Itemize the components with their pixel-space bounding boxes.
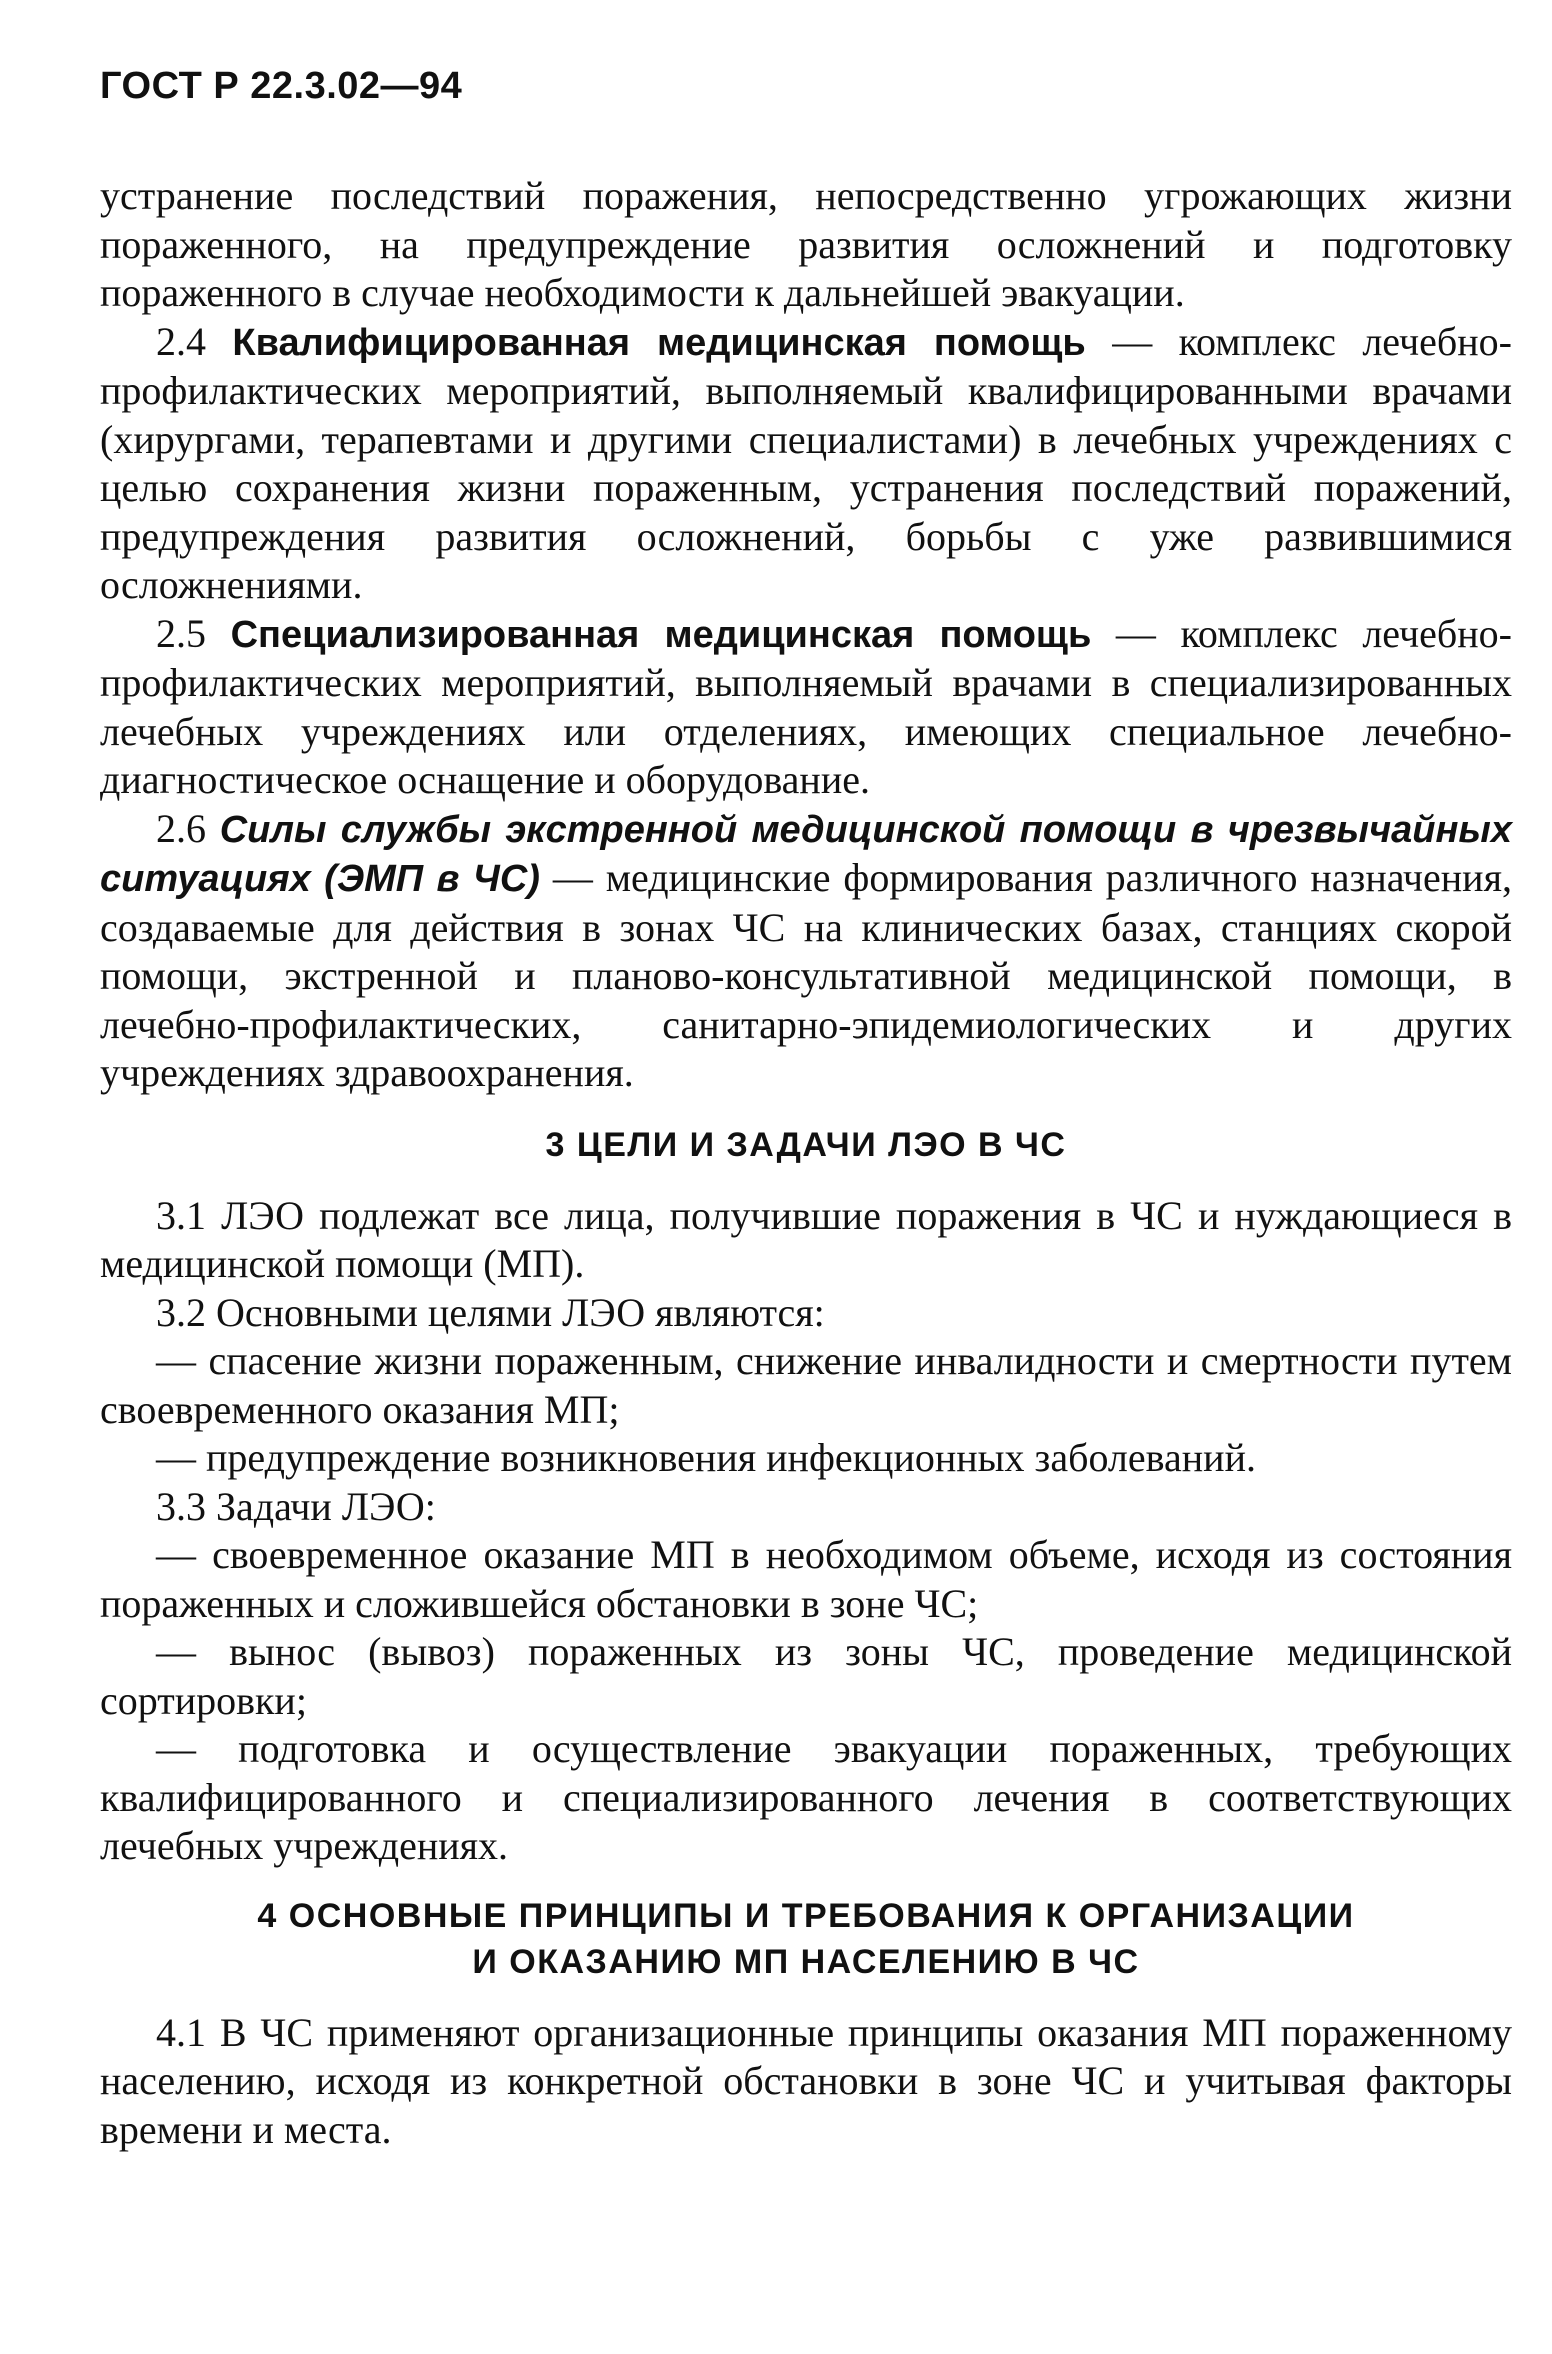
paragraph-2-6 bbox=[100, 805, 1512, 1098]
paragraph-4-1: 4.1 В ЧС применяют организационные принципы оказания МП пораженному населению, исходя из конкретной обстановки в зоне ЧС и учитывая факторы времени и места. bbox=[100, 2009, 1512, 2152]
list-item-3-3-b: — вынос (вывоз) пораженных из зоны ЧС, проведение медицинской сортировки; bbox=[100, 1629, 1512, 1723]
definition-text: — комплекс лечебно-профилактических мероприятий, выполняемый квалифицированными врачами (хирургами, терапевтами и другими специалистами) в лечебных учреждениях с целью сохранения жизни пораженным, устранения последствий поражений, предупреждения развития осложнений, борьбы с уже развившимися осложнениями. bbox=[100, 318, 1512, 607]
list-item-3-2-b: — предупреждение возникновения инфекционных заболеваний. bbox=[156, 1435, 1256, 1480]
paragraph-number: 2.5 bbox=[156, 610, 206, 656]
paragraph-2-4 bbox=[100, 318, 1512, 610]
paragraph-number: 2.4 bbox=[156, 318, 206, 364]
paragraph-continuation: устранение последствий поражения, непосредственно угрожающих жизни пораженного, на предупреждение развития осложнений и подготовку пораженного в случае необходимости к дальнейшей эвакуации. bbox=[100, 173, 1512, 315]
term-specialized-medical-care: Специализированная медицинская помощь bbox=[230, 613, 1092, 656]
document-header: ГОСТ Р 22.3.02—94 bbox=[100, 65, 463, 107]
paragraph-3-2: 3.2 Основными целями ЛЭО являются: bbox=[156, 1289, 825, 1335]
term-emergency-medical-forces: Силы службы экстренной медицинской помощи в чрезвычайных ситуациях (ЭМП в ЧС) bbox=[100, 808, 1513, 900]
definition-text: — комплекс лечебно-профилактических мероприятий, выполняемый врачами в специализированных лечебных учреждениях или отделениях, имеющих специальное лечебно-диагностическое оснащение и оборудование. bbox=[100, 610, 1513, 802]
paragraph-number: 2.6 bbox=[156, 805, 206, 851]
list-item-3-3-a: — своевременное оказание МП в необходимом объеме, исходя из состояния пораженных и сложившейся обстановки в зоне ЧС; bbox=[100, 1532, 1512, 1626]
definition-text: — медицинские формирования различного назначения, создаваемые для действия в зонах ЧС на клинических базах, станциях скорой помощи, экстренной и планово-консультативной медицинской помощи, в лечебно-профилактических, санитарно-эпидемиологических и других учреждениях здравоохранения. bbox=[100, 855, 1512, 1095]
paragraph-3-3: 3.3 Задачи ЛЭО: bbox=[156, 1483, 436, 1529]
paragraph-2-5 bbox=[100, 610, 1512, 805]
list-item-3-2-a: — спасение жизни пораженным, снижение инвалидности и смертности путем своевременного оказания МП; bbox=[100, 1338, 1512, 1432]
section-3-heading: 3 ЦЕЛИ И ЗАДАЧИ ЛЭО В ЧС bbox=[545, 1125, 1067, 1164]
list-item-3-3-c: — подготовка и осуществление эвакуации пораженных, требующих квалифицированного и специализированного лечения в соответствующих лечебных учреждениях. bbox=[100, 1726, 1512, 1868]
paragraph-3-1: 3.1 ЛЭО подлежат все лица, получившие поражения в ЧС и нуждающиеся в медицинской помощи (МП). bbox=[100, 1192, 1512, 1286]
section-4-heading-line-2: И ОКАЗАНИЮ МП НАСЕЛЕНИЮ В ЧС bbox=[472, 1942, 1140, 1981]
document-page bbox=[100, 62, 1512, 2154]
term-qualified-medical-care: Квалифицированная медицинская помощь bbox=[232, 321, 1086, 364]
section-4-heading-line-1: 4 ОСНОВНЫЕ ПРИНЦИПЫ И ТРЕБОВАНИЯ К ОРГАНИЗАЦИИ bbox=[257, 1896, 1355, 1935]
section-4-heading bbox=[100, 1893, 1512, 1985]
